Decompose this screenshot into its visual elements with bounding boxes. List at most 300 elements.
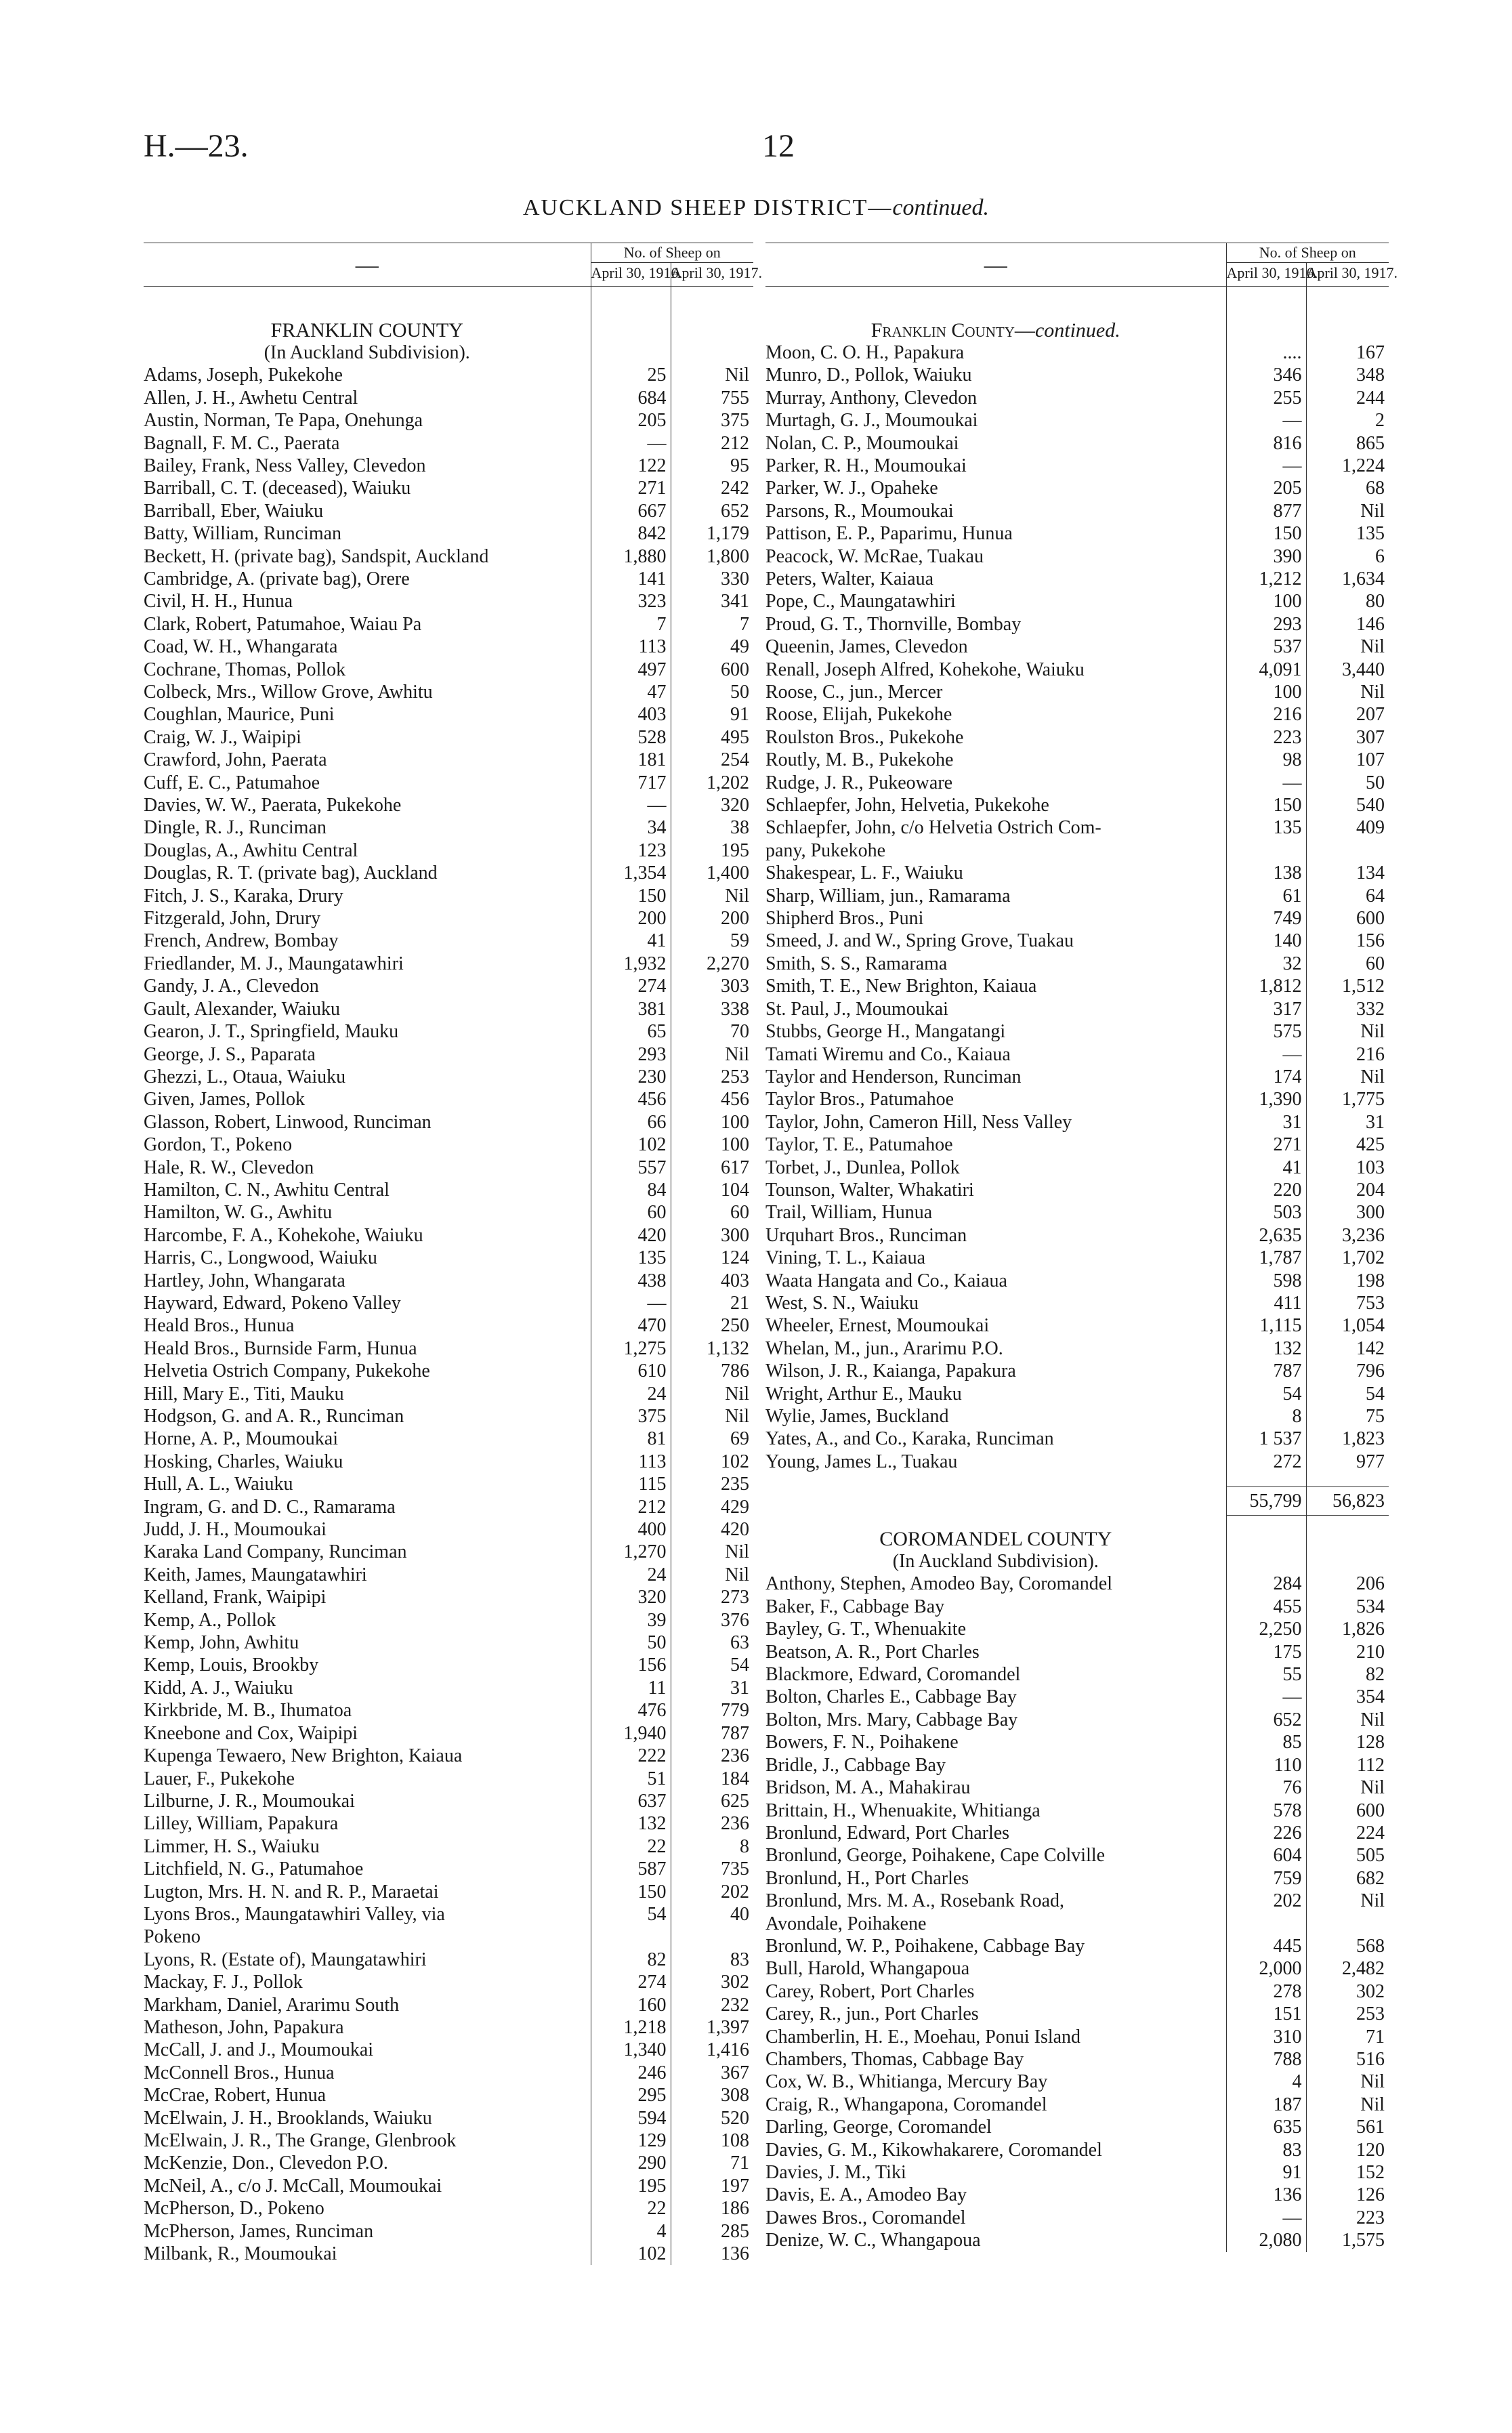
sheep-1917: 456 bbox=[671, 1088, 753, 1110]
sheep-1917: 60 bbox=[1306, 953, 1389, 975]
sheep-1917: 779 bbox=[671, 1699, 753, 1722]
table-row bbox=[144, 2152, 753, 2174]
sheep-1916: 115 bbox=[591, 1473, 671, 1495]
sheep-1917: 104 bbox=[671, 1179, 753, 1201]
owner-name: McCrae, Robert, Hunua bbox=[144, 2085, 327, 2106]
sheep-1917: 520 bbox=[671, 2107, 753, 2129]
table-row bbox=[144, 1677, 753, 1699]
sheep-1917: 244 bbox=[1306, 387, 1389, 409]
sheep-1916: 174 bbox=[1226, 1066, 1306, 1088]
owner-name: Davies, W. W., Paerata, Pukekohe bbox=[144, 795, 402, 816]
sheep-1917: 1,775 bbox=[1306, 1088, 1389, 1110]
sheep-1917 bbox=[1306, 1913, 1389, 1935]
owner-name: Gault, Alexander, Waiuku bbox=[144, 998, 341, 1020]
owner-name: Hull, A. L., Waiuku bbox=[144, 1474, 293, 1495]
owner-name: Urquhart Bros., Runciman bbox=[765, 1224, 967, 1246]
sheep-1917: 300 bbox=[1306, 1201, 1389, 1224]
sheep-1916: 51 bbox=[591, 1768, 671, 1790]
owner-name: Schlaepfer, John, Helvetia, Pukekohe bbox=[765, 795, 1049, 816]
sheep-1917: Nil bbox=[1306, 2071, 1389, 2093]
table-row bbox=[765, 2116, 1389, 2138]
sheep-1917: 202 bbox=[671, 1881, 753, 1903]
table-row bbox=[144, 477, 753, 499]
sheep-1917: 1,054 bbox=[1306, 1314, 1389, 1337]
sheep-1917: 625 bbox=[671, 1790, 753, 1812]
sheep-1917: 787 bbox=[671, 1722, 753, 1745]
sheep-1917: 253 bbox=[1306, 2003, 1389, 2025]
sheep-1917: 68 bbox=[1306, 477, 1389, 499]
sheep-1916: 2,080 bbox=[1226, 2229, 1306, 2251]
sheep-1916: 47 bbox=[591, 681, 671, 703]
sheep-1916: 91 bbox=[1226, 2161, 1306, 2184]
sheep-1916: 223 bbox=[1226, 726, 1306, 749]
sheep-1916: 1,218 bbox=[591, 2016, 671, 2039]
owner-name: Kupenga Tewaero, New Brighton, Kaiaua bbox=[144, 1745, 463, 1767]
owner-name: Limmer, H. S., Waiuku bbox=[144, 1835, 320, 1857]
sheep-1917: 167 bbox=[1306, 341, 1389, 364]
sheep-1917: 63 bbox=[671, 1631, 753, 1654]
sheep-1917: 103 bbox=[1306, 1157, 1389, 1179]
table-row bbox=[144, 1812, 753, 1835]
sheep-1917: 403 bbox=[671, 1270, 753, 1292]
table-row bbox=[144, 1745, 753, 1767]
table-row bbox=[144, 1179, 753, 1201]
owner-name: Heald Bros., Hunua bbox=[144, 1315, 295, 1337]
sheep-1917: 242 bbox=[671, 477, 753, 499]
sheep-1917: 50 bbox=[671, 681, 753, 703]
sheep-1917: 600 bbox=[671, 659, 753, 681]
sheep-1917: Nil bbox=[671, 885, 753, 907]
table-row bbox=[765, 1405, 1389, 1428]
owner-name: Matheson, John, Papakura bbox=[144, 2016, 344, 2038]
owner-name: Dawes Bros., Coromandel bbox=[765, 2207, 966, 2228]
sheep-1917: 7 bbox=[671, 613, 753, 636]
owner-name: Douglas, R. T. (private bag), Auckland bbox=[144, 862, 438, 884]
right-column bbox=[765, 243, 1398, 2252]
sheep-1917: 38 bbox=[671, 816, 753, 839]
sheep-1916: .... bbox=[1226, 341, 1306, 364]
owner-name: Clark, Robert, Patumahoe, Waiau Pa bbox=[144, 613, 422, 635]
owner-name: Bridson, M. A., Mahakirau bbox=[765, 1777, 971, 1799]
sheep-1917: 232 bbox=[671, 1994, 753, 2016]
sheep-1916: — bbox=[1226, 2207, 1306, 2229]
table-row bbox=[765, 432, 1389, 455]
sheep-1916: 877 bbox=[1226, 500, 1306, 522]
sheep-1917: 302 bbox=[671, 1971, 753, 1993]
owner-name: Renall, Joseph Alfred, Kohekohe, Waiuku bbox=[765, 659, 1085, 680]
owner-name: Routly, M. B., Pukekohe bbox=[765, 749, 954, 771]
table-row bbox=[144, 522, 753, 545]
sheep-1917: 195 bbox=[671, 839, 753, 862]
sheep-1917: 69 bbox=[671, 1428, 753, 1450]
owner-name: Wylie, James, Buckland bbox=[765, 1406, 949, 1427]
sheep-1916 bbox=[1226, 1913, 1306, 1935]
sheep-1916: 1,812 bbox=[1226, 975, 1306, 997]
sheep-1916: 1,354 bbox=[591, 862, 671, 884]
sheep-1916 bbox=[1226, 839, 1306, 862]
owner-name: Bridle, J., Cabbage Bay bbox=[765, 1754, 946, 1776]
owner-name: Bull, Harold, Whangapoua bbox=[765, 1958, 970, 1980]
owner-name: Hamilton, C. N., Awhitu Central bbox=[144, 1179, 390, 1201]
sheep-1917: Nil bbox=[1306, 1066, 1389, 1088]
sheep-1917: 2,270 bbox=[671, 953, 753, 975]
sheep-1916: 476 bbox=[591, 1699, 671, 1722]
sheep-1916: 54 bbox=[1226, 1383, 1306, 1405]
owner-name: Schlaepfer, John, c/o Helvetia Ostrich Com- bbox=[765, 817, 1101, 839]
sheep-1916: 39 bbox=[591, 1609, 671, 1631]
sheep-1917: 54 bbox=[1306, 1383, 1389, 1405]
owner-name: Pope, C., Maungatawhiri bbox=[765, 591, 956, 612]
sheep-1916: 271 bbox=[1226, 1134, 1306, 1156]
table-row bbox=[144, 1020, 753, 1043]
sheep-1916: 1 537 bbox=[1226, 1428, 1306, 1450]
owner-name: Craig, W. J., Waipipi bbox=[144, 726, 301, 748]
sheep-1916: 150 bbox=[1226, 794, 1306, 816]
owner-name: Roose, Elijah, Pukekohe bbox=[765, 704, 952, 726]
column-header-name: — bbox=[355, 252, 379, 278]
sheep-1917: 8 bbox=[671, 1835, 753, 1858]
table-row bbox=[765, 1088, 1389, 1110]
table-row bbox=[765, 1957, 1389, 1980]
sheep-1917 bbox=[1306, 839, 1389, 862]
table-row bbox=[765, 794, 1389, 816]
owner-name: Baker, F., Cabbage Bay bbox=[765, 1596, 945, 1617]
sheep-1917: 1,224 bbox=[1306, 455, 1389, 477]
sheep-1917: 617 bbox=[671, 1157, 753, 1179]
sheep-1916: 132 bbox=[1226, 1337, 1306, 1360]
table-row bbox=[765, 1383, 1389, 1405]
sheep-1916: 667 bbox=[591, 500, 671, 522]
sheep-1916: 317 bbox=[1226, 998, 1306, 1020]
table-row bbox=[765, 1314, 1389, 1337]
table-row bbox=[144, 2243, 753, 2265]
sheep-1917: 1,179 bbox=[671, 522, 753, 545]
owner-name: Nolan, C. P., Moumoukai bbox=[765, 432, 959, 454]
owner-name: Wright, Arthur E., Mauku bbox=[765, 1383, 962, 1405]
table-row bbox=[144, 387, 753, 409]
sheep-1916: 320 bbox=[591, 1586, 671, 1608]
sheep-1917: 561 bbox=[1306, 2116, 1389, 2138]
sheep-1916: 202 bbox=[1226, 1890, 1306, 1912]
sheep-1916: 222 bbox=[591, 1745, 671, 1767]
owner-name: Allen, J. H., Awhetu Central bbox=[144, 387, 358, 409]
sheep-1916: 1,270 bbox=[591, 1541, 671, 1563]
owner-name: Gandy, J. A., Clevedon bbox=[144, 976, 319, 997]
sheep-1916: 2,000 bbox=[1226, 1957, 1306, 1980]
table-row bbox=[144, 2062, 753, 2084]
table-row bbox=[144, 1971, 753, 1993]
owner-name: Peters, Walter, Kaiaua bbox=[765, 568, 934, 589]
sheep-1917: 3,236 bbox=[1306, 1224, 1389, 1247]
sheep-1917: Nil bbox=[1306, 636, 1389, 658]
owner-name: Gearon, J. T., Springfield, Mauku bbox=[144, 1021, 399, 1043]
table-row bbox=[144, 1926, 753, 1948]
sheep-1916: 272 bbox=[1226, 1451, 1306, 1473]
table-row bbox=[144, 1609, 753, 1631]
sheep-1916 bbox=[591, 1926, 671, 1948]
owner-name: Davis, E. A., Amodeo Bay bbox=[765, 2184, 967, 2206]
table-row bbox=[765, 1066, 1389, 1088]
table-row bbox=[765, 1844, 1389, 1867]
sheep-1916: 41 bbox=[1226, 1157, 1306, 1179]
owner-name: Trail, William, Hunua bbox=[765, 1202, 933, 1224]
sheep-1916: — bbox=[1226, 1686, 1306, 1708]
sheep-1917: 300 bbox=[671, 1224, 753, 1247]
sheep-1917: Nil bbox=[671, 1541, 753, 1563]
section-subheading: (In Auckland Subdivision). bbox=[264, 341, 470, 363]
table-row bbox=[765, 545, 1389, 568]
sheep-1917: 534 bbox=[1306, 1596, 1389, 1618]
owner-name: Smith, T. E., New Brighton, Kaiaua bbox=[765, 976, 1037, 997]
sheep-1917: 1,575 bbox=[1306, 2229, 1389, 2251]
owner-name: Cuff, E. C., Patumahoe bbox=[144, 772, 320, 793]
owner-name: Cambridge, A. (private bag), Orere bbox=[144, 568, 410, 589]
table-row bbox=[765, 998, 1389, 1020]
sheep-1917: 429 bbox=[671, 1496, 753, 1518]
table-row bbox=[765, 681, 1389, 703]
sheep-1917: 253 bbox=[671, 1066, 753, 1088]
sheep-1917: 59 bbox=[671, 930, 753, 952]
table-row bbox=[765, 862, 1389, 884]
owner-name: Carey, Robert, Port Charles bbox=[765, 1980, 975, 2002]
owner-name: Kemp, Louis, Brookby bbox=[144, 1655, 319, 1676]
sheep-1916: — bbox=[1226, 455, 1306, 477]
table-row bbox=[144, 1428, 753, 1450]
sheep-1917: 156 bbox=[1306, 930, 1389, 952]
owner-name: Yates, A., and Co., Karaka, Runciman bbox=[765, 1428, 1054, 1450]
table-row bbox=[144, 2107, 753, 2129]
table-row bbox=[765, 839, 1389, 862]
owner-name: Taylor, T. E., Patumahoe bbox=[765, 1134, 953, 1156]
sheep-1917: 977 bbox=[1306, 1451, 1389, 1473]
sheep-1916: 138 bbox=[1226, 862, 1306, 884]
sheep-1916: 787 bbox=[1226, 1360, 1306, 1382]
sheep-1917: 108 bbox=[671, 2129, 753, 2152]
sheep-1916: 1,932 bbox=[591, 953, 671, 975]
sheep-1917: 320 bbox=[671, 794, 753, 816]
table-row bbox=[765, 477, 1389, 499]
sheep-1917: 6 bbox=[1306, 545, 1389, 568]
sheep-1916: 113 bbox=[591, 1451, 671, 1473]
owner-name: Parker, R. H., Moumoukai bbox=[765, 455, 967, 476]
sheep-1916: 100 bbox=[1226, 590, 1306, 612]
owner-name: Torbet, J., Dunlea, Pollok bbox=[765, 1157, 960, 1178]
table-row bbox=[765, 1337, 1389, 1360]
sheep-1917: 3,440 bbox=[1306, 659, 1389, 681]
sheep-1916: 390 bbox=[1226, 545, 1306, 568]
table-row bbox=[144, 907, 753, 930]
sheep-1917: 303 bbox=[671, 975, 753, 997]
table-row bbox=[765, 1428, 1389, 1450]
owner-name: Lauer, F., Pukekohe bbox=[144, 1768, 295, 1789]
table-row bbox=[144, 1881, 753, 1903]
sheep-1916: 129 bbox=[591, 2129, 671, 2152]
sheep-1916: 110 bbox=[1226, 1754, 1306, 1776]
owner-name: Fitch, J. S., Karaka, Drury bbox=[144, 885, 343, 907]
owner-name: Bayley, G. T., Whenuakite bbox=[765, 1619, 966, 1640]
left-column bbox=[144, 243, 762, 2265]
sheep-1916: 24 bbox=[591, 1383, 671, 1405]
owner-name: Civil, H. H., Hunua bbox=[144, 591, 293, 612]
table-row bbox=[765, 1618, 1389, 1640]
sheep-1916: 123 bbox=[591, 839, 671, 862]
sheep-1916: 255 bbox=[1226, 387, 1306, 409]
owner-name: Helvetia Ostrich Company, Pukekohe bbox=[144, 1360, 430, 1382]
owner-name: Shakespear, L. F., Waiuku bbox=[765, 862, 963, 884]
sheep-1917: 354 bbox=[1306, 1686, 1389, 1708]
sheep-1916: 24 bbox=[591, 1564, 671, 1586]
sheep-1916: 140 bbox=[1226, 930, 1306, 952]
owner-name: McKenzie, Don., Clevedon P.O. bbox=[144, 2153, 388, 2174]
owner-name: Parker, W. J., Opaheke bbox=[765, 478, 938, 499]
owner-name: Ingram, G. and D. C., Ramarama bbox=[144, 1496, 396, 1518]
owner-name: French, Andrew, Bombay bbox=[144, 930, 339, 952]
sheep-1917: Nil bbox=[1306, 2094, 1389, 2116]
owner-name: Rudge, J. R., Pukeoware bbox=[765, 772, 953, 793]
sheep-1917: 425 bbox=[1306, 1134, 1389, 1156]
table-row bbox=[144, 839, 753, 862]
sheep-1917: Nil bbox=[1306, 1020, 1389, 1043]
table-row bbox=[765, 772, 1389, 794]
table-row bbox=[765, 885, 1389, 907]
table-row bbox=[144, 590, 753, 612]
sheep-1916: 150 bbox=[1226, 522, 1306, 545]
sheep-1917: 186 bbox=[671, 2197, 753, 2220]
sheep-1917: 40 bbox=[671, 1903, 753, 1926]
sheep-1916: 537 bbox=[1226, 636, 1306, 658]
sheep-1916: 132 bbox=[591, 1812, 671, 1835]
table-row bbox=[144, 930, 753, 952]
table-row bbox=[765, 1686, 1389, 1708]
sheep-1917: 31 bbox=[1306, 1111, 1389, 1134]
table-row bbox=[765, 1043, 1389, 1066]
table-row bbox=[144, 409, 753, 432]
owner-name: Bagnall, F. M. C., Paerata bbox=[144, 432, 340, 454]
sheep-1916: 122 bbox=[591, 455, 671, 477]
owner-name: McElwain, J. H., Brooklands, Waiuku bbox=[144, 2107, 432, 2129]
sheep-1917: 495 bbox=[671, 726, 753, 749]
table-row bbox=[144, 1270, 753, 1292]
owner-name: Harris, C., Longwood, Waiuku bbox=[144, 1247, 377, 1269]
sheep-1916: — bbox=[1226, 1043, 1306, 1066]
sheep-1916: — bbox=[591, 432, 671, 455]
owner-name: Tounson, Walter, Whakatiri bbox=[765, 1179, 974, 1201]
sheep-1917: 1,800 bbox=[671, 545, 753, 568]
sheep-1917: 1,823 bbox=[1306, 1428, 1389, 1450]
sheep-1916: 61 bbox=[1226, 885, 1306, 907]
owner-name: Pattison, E. P., Paparimu, Hunua bbox=[765, 523, 1013, 545]
table-row bbox=[144, 2220, 753, 2243]
table-row bbox=[765, 2048, 1389, 2071]
owner-name: Waata Hangata and Co., Kaiaua bbox=[765, 1270, 1007, 1291]
table-row bbox=[144, 1541, 753, 1563]
column-header-1916: April 30, 1916. bbox=[1226, 263, 1306, 287]
sheep-1917: 49 bbox=[671, 636, 753, 658]
table-row bbox=[144, 2084, 753, 2106]
sheep-1916: 4 bbox=[591, 2220, 671, 2243]
sheep-1917: 184 bbox=[671, 1768, 753, 1790]
sheep-1916: 81 bbox=[591, 1428, 671, 1450]
owner-name: Young, James L., Tuakau bbox=[765, 1451, 958, 1472]
sheep-1917: 348 bbox=[1306, 364, 1389, 386]
sheep-1917: 505 bbox=[1306, 1844, 1389, 1867]
sheep-1917: 302 bbox=[1306, 1980, 1389, 2003]
sheep-1916: 205 bbox=[1226, 477, 1306, 499]
table-row bbox=[765, 613, 1389, 636]
sheep-1917: 71 bbox=[1306, 2026, 1389, 2048]
table-row bbox=[765, 816, 1389, 839]
table-row bbox=[144, 975, 753, 997]
sheep-1916: — bbox=[591, 1292, 671, 1314]
owner-name: McNeil, A., c/o J. McCall, Moumoukai bbox=[144, 2175, 442, 2197]
sheep-1916: 455 bbox=[1226, 1596, 1306, 1618]
sheep-1917: 540 bbox=[1306, 794, 1389, 816]
sheep-1916: 55 bbox=[1226, 1663, 1306, 1686]
owner-name: Peacock, W. McRae, Tuakau bbox=[765, 545, 984, 567]
sheep-1917: Nil bbox=[671, 1405, 753, 1428]
sheep-1916: 156 bbox=[591, 1654, 671, 1676]
sheep-1917: Nil bbox=[1306, 1890, 1389, 1912]
owner-name: Smeed, J. and W., Spring Grove, Tuakau bbox=[765, 930, 1074, 952]
table-row bbox=[765, 1134, 1389, 1156]
sheep-1916: 187 bbox=[1226, 2094, 1306, 2116]
owner-name: Wilson, J. R., Kaianga, Papakura bbox=[765, 1360, 1016, 1382]
table-row bbox=[144, 1654, 753, 1676]
owner-name: Austin, Norman, Te Papa, Onehunga bbox=[144, 410, 423, 432]
sheep-1917: 112 bbox=[1306, 1754, 1389, 1776]
sheep-1917: 71 bbox=[671, 2152, 753, 2174]
sheep-1917: 210 bbox=[1306, 1641, 1389, 1663]
table-row bbox=[765, 2161, 1389, 2184]
sheep-1916: 7 bbox=[591, 613, 671, 636]
owner-name: Kirkbride, M. B., Ihumatoa bbox=[144, 1700, 352, 1722]
sheep-1916: — bbox=[591, 794, 671, 816]
owner-name: Wheeler, Ernest, Moumoukai bbox=[765, 1315, 990, 1337]
owner-name: Anthony, Stephen, Amodeo Bay, Coromandel bbox=[765, 1573, 1112, 1595]
owner-name: Moon, C. O. H., Papakura bbox=[765, 341, 965, 363]
owner-name: George, J. S., Paparata bbox=[144, 1043, 316, 1065]
owner-name: Hayward, Edward, Pokeno Valley bbox=[144, 1292, 401, 1314]
table-row bbox=[765, 1867, 1389, 1890]
table-row bbox=[765, 1111, 1389, 1134]
sheep-1917: 1,400 bbox=[671, 862, 753, 884]
table-row bbox=[765, 749, 1389, 771]
table-row bbox=[765, 2229, 1389, 2251]
owner-name: Lilley, William, Papakura bbox=[144, 1813, 339, 1835]
sheep-1916: 82 bbox=[591, 1949, 671, 1971]
table-row bbox=[765, 1663, 1389, 1686]
column-header-group: No. of Sheep on bbox=[591, 243, 753, 263]
sheep-1916: 271 bbox=[591, 477, 671, 499]
table-row bbox=[144, 749, 753, 771]
owner-name: Davies, J. M., Tiki bbox=[765, 2162, 906, 2183]
sheep-1916: 594 bbox=[591, 2107, 671, 2129]
sheep-1916: 557 bbox=[591, 1157, 671, 1179]
owner-name: Fitzgerald, John, Drury bbox=[144, 908, 321, 930]
table-row bbox=[144, 1858, 753, 1880]
sheep-1916: 637 bbox=[591, 1790, 671, 1812]
sheep-1916: 150 bbox=[591, 885, 671, 907]
table-row bbox=[765, 1157, 1389, 1179]
sheep-1916: 1,787 bbox=[1226, 1247, 1306, 1269]
table-row bbox=[144, 613, 753, 636]
sheep-1917: 254 bbox=[671, 749, 753, 771]
owner-name: Lilburne, J. R., Moumoukai bbox=[144, 1790, 355, 1812]
sheep-1917: 308 bbox=[671, 2084, 753, 2106]
table-row bbox=[765, 1935, 1389, 1957]
table-row bbox=[144, 1337, 753, 1360]
sheep-1916: 788 bbox=[1226, 2048, 1306, 2071]
